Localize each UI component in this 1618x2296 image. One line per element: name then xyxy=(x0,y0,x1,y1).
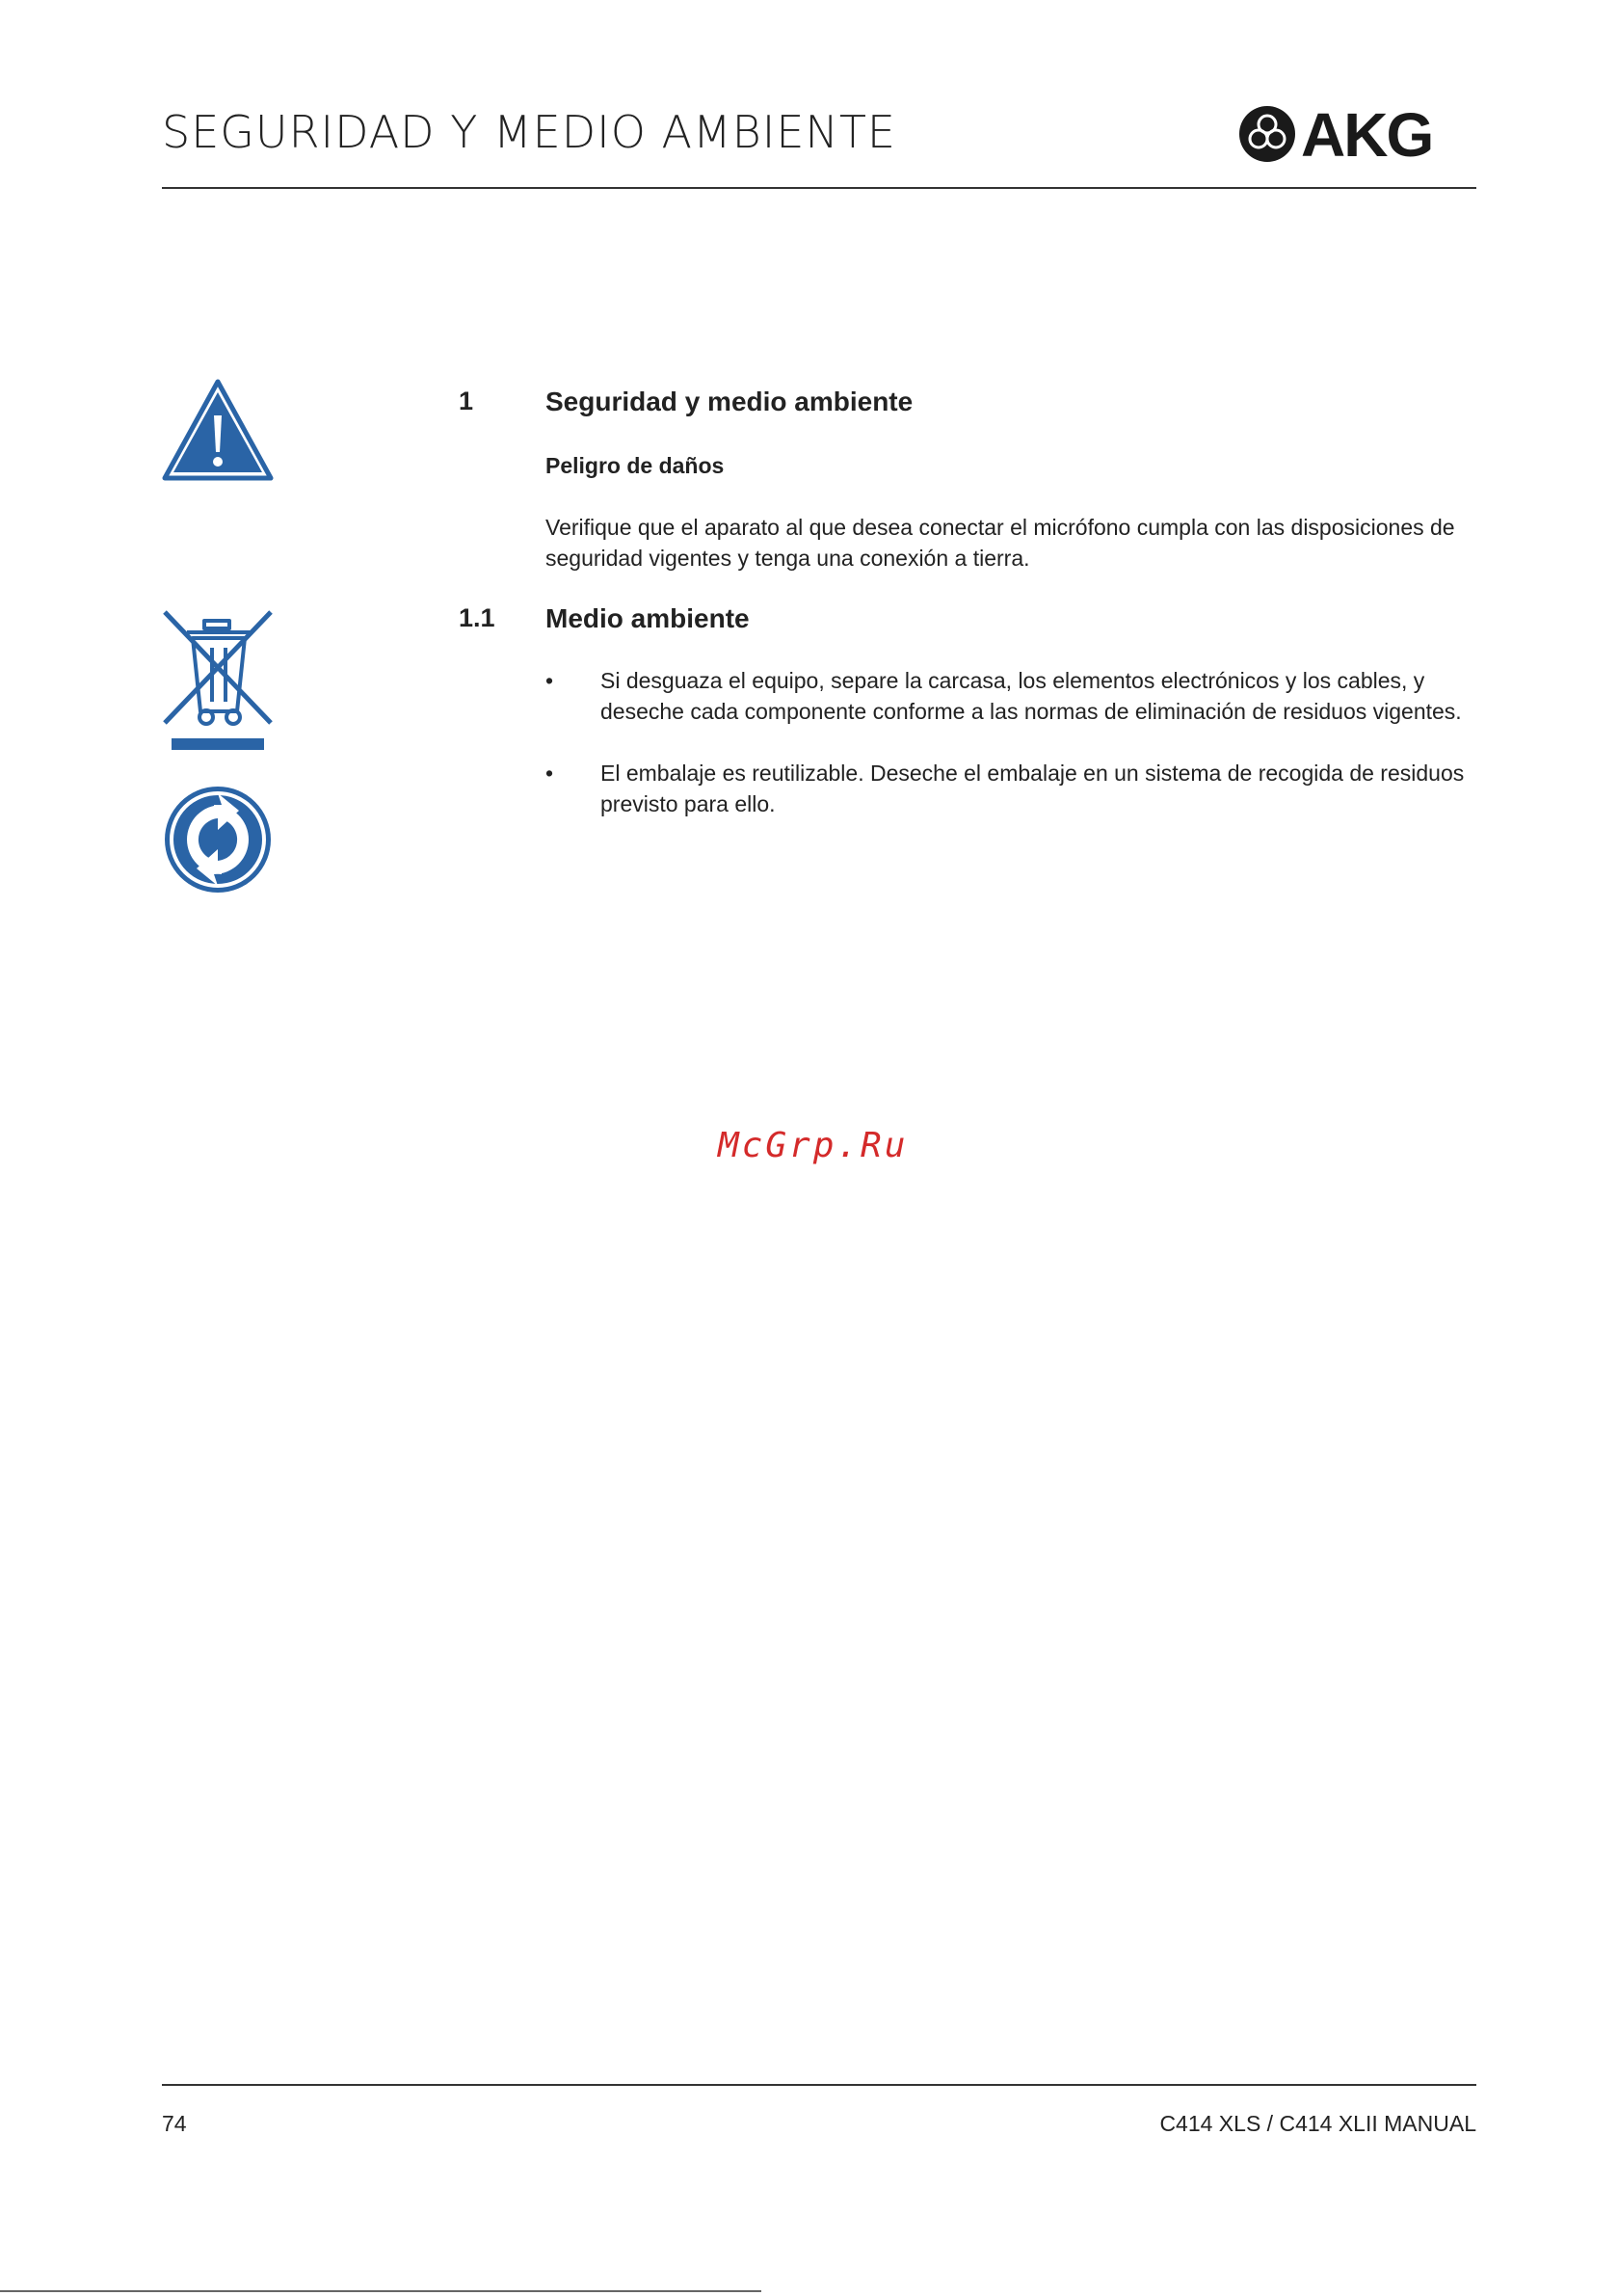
list-item xyxy=(545,665,1476,727)
section-1-title: Seguridad y medio ambiente xyxy=(545,387,914,416)
list-item-text: Si desguaza el equipo, separe la carcasa, los elementos electrónicos y los cables, y deseche cada componente conforme a las normas de eliminación de residuos vigentes. xyxy=(600,668,1462,724)
scan-edge-line xyxy=(0,2290,761,2292)
section-1-1-title: Medio ambiente xyxy=(545,603,750,633)
list-item-text: El embalaje es reutilizable. Deseche el embalaje en un sistema de recogida de residuos previsto para ello. xyxy=(600,761,1465,816)
section-1-number: 1 xyxy=(459,387,474,415)
section-1-subheading: Peligro de daños xyxy=(545,453,725,478)
crossed-out-bin-icon xyxy=(162,609,274,752)
watermark: McGrp.Ru xyxy=(718,1126,909,1165)
green-dot-recycling-icon xyxy=(162,784,274,895)
warning-triangle-icon xyxy=(162,379,274,481)
akg-logo xyxy=(1235,102,1476,166)
section-1-1-number: 1.1 xyxy=(459,603,495,632)
akg-logo-text: AKG xyxy=(1301,102,1433,166)
list-item xyxy=(545,758,1476,819)
manual-title: C414 XLS / C414 XLII MANUAL xyxy=(1159,2111,1476,2136)
page-title: SEGURIDAD Y MEDIO AMBIENTE xyxy=(162,106,896,158)
header-divider xyxy=(162,187,1476,189)
environment-bullet-list xyxy=(545,665,1476,850)
bullet-icon: • xyxy=(545,761,554,786)
page-number: 74 xyxy=(162,2111,187,2136)
akg-emblem-icon xyxy=(1239,106,1295,162)
bullet-icon: • xyxy=(545,668,554,693)
footer-divider xyxy=(162,2084,1476,2086)
section-1-paragraph: Verifique que el aparato al que desea conectar el micrófono cumpla con las disposiciones de seguridad vigentes y tenga una conexión a tierra. xyxy=(545,515,1455,571)
